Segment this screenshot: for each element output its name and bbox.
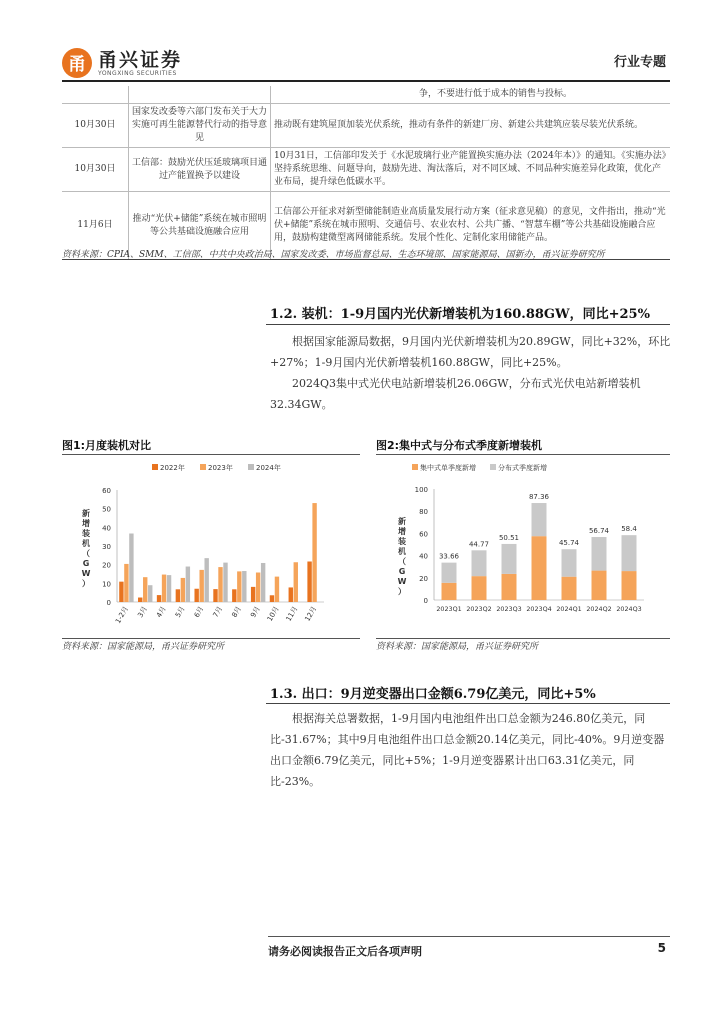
fig2-source: 资料来源：国家能源局，甬兴证券研究所: [376, 642, 539, 652]
logo-name-en: YONGXING SECURITIES: [98, 69, 177, 77]
y-axis-label: 装: [398, 537, 406, 546]
footer-disclaimer: 请务必阅读报告正文后各项声明: [268, 945, 422, 958]
y-axis-label: 增: [82, 519, 90, 528]
legend-swatch: [200, 464, 206, 470]
legend-label: 2023年: [208, 464, 233, 472]
fig2-title: 图2:集中式与分布式季度新增装机: [376, 439, 543, 452]
bar-segment: [622, 535, 637, 571]
y-axis-label: G: [82, 559, 90, 568]
bar: [204, 558, 208, 602]
export-paragraph-1: 根据海关总署数据，1-9月国内电池组件出口总金额为246.80亿美元，同比-31.67%；其中9月电池组件出口总金额20.14亿美元，同比-40%。9月逆变器出口金额6.79亿美元，同比+5%；1-9月逆变器累计出口63.31亿美元，同比-23%。: [270, 712, 665, 788]
x-tick-label: 5月: [173, 605, 187, 619]
table-cell-content: 争，不要进行低于成本的销售与投标。: [271, 86, 671, 104]
y-tick-label: 40: [102, 524, 111, 533]
bar: [186, 567, 190, 602]
table-row: [62, 104, 670, 148]
y-tick-label: 20: [419, 574, 428, 583]
bar: [143, 577, 147, 602]
bar-segment: [622, 571, 637, 600]
bar: [176, 589, 180, 602]
x-tick-label: 2024Q2: [586, 605, 612, 613]
data-label: 58.4: [621, 525, 637, 534]
data-label: 45.74: [558, 539, 580, 548]
x-tick-label: 2024Q3: [616, 605, 642, 613]
bar: [294, 562, 298, 602]
report-type: 行业专题: [613, 55, 666, 70]
footer-divider: [268, 936, 670, 937]
x-tick-label: 2023Q2: [466, 605, 492, 613]
bar: [167, 575, 171, 602]
x-tick-label: 12月: [303, 605, 319, 623]
x-tick-label: 2024Q1: [556, 605, 582, 613]
section-divider: [266, 703, 670, 704]
bar-segment: [532, 536, 547, 600]
bar: [124, 564, 128, 602]
table-cell-title: [129, 86, 271, 104]
section-title-export: 1.3. 出口：9月逆变器出口金额6.79亿美元，同比+5%: [270, 687, 596, 702]
bar: [237, 571, 241, 602]
legend-label: 2024年: [256, 464, 281, 472]
monthly-install-chart: [62, 456, 362, 636]
bar-segment: [592, 571, 607, 600]
bar-segment: [592, 537, 607, 571]
fig1-source: 资料来源：国家能源局，甬兴证券研究所: [62, 642, 225, 652]
data-label: 44.77: [468, 540, 490, 549]
legend-swatch: [490, 464, 496, 470]
install-paragraph-1: 根据国家能源局数据，9月国内光伏新增装机为20.89GW，同比+32%，环比+27%；1-9月国内光伏新增装机160.88GW，同比+25%。: [270, 335, 671, 369]
table-cell-title: 国家发改委等六部门发布关于大力实施可再生能源替代行动的指导意见: [129, 104, 271, 148]
y-axis-label: ）: [82, 579, 90, 588]
x-tick-label: 6月: [192, 605, 206, 619]
bar: [162, 575, 166, 602]
table-cell-content: 工信部公开征求对新型储能制造业高质量发展行动方案（征求意见稿）的意见，文件指出，推动“光伏+储能”系统在城市照明、交通信号、农业农村、公共广播、“智慧车棚”等公共基础设施融合应用，鼓励构建微型离网储能系统。发展个性化、定制化家用储能产品。: [271, 192, 671, 260]
x-tick-label: 7月: [211, 605, 225, 619]
bar: [275, 577, 279, 602]
fig1-bottom-rule: [62, 638, 360, 639]
policy-table: [62, 86, 670, 260]
bar: [213, 589, 217, 602]
y-axis-label: W: [81, 569, 91, 578]
bar-segment: [442, 563, 457, 583]
bar: [223, 563, 227, 602]
bar: [232, 589, 236, 602]
y-axis-label: 新: [398, 517, 406, 526]
x-tick-label: 1-2月: [113, 605, 131, 625]
x-tick-label: 4月: [155, 605, 168, 619]
bar: [270, 595, 274, 602]
logo-mark-icon: 甬: [62, 48, 92, 78]
data-label: 87.36: [528, 493, 550, 502]
x-tick-label: 2023Q1: [436, 605, 462, 613]
bar: [199, 570, 203, 602]
y-axis-label: 增: [398, 527, 406, 536]
y-axis-label: （: [398, 557, 406, 566]
x-tick-label: 3月: [136, 605, 149, 619]
legend-swatch: [152, 464, 158, 470]
bar: [129, 533, 133, 602]
data-label: 56.74: [588, 527, 610, 536]
bar: [157, 595, 161, 602]
bar: [289, 587, 293, 602]
table-row: [62, 148, 670, 192]
table-cell-date: 11月6日: [62, 192, 129, 260]
y-tick-label: 0: [106, 599, 111, 607]
logo-text: [98, 50, 182, 77]
x-tick-label: 10月: [265, 605, 281, 623]
legend-swatch: [248, 464, 254, 470]
page-number: 5: [657, 941, 666, 955]
y-tick-label: 10: [102, 580, 111, 589]
bar: [261, 563, 265, 602]
y-axis-label: （: [82, 549, 90, 558]
bar: [218, 567, 222, 602]
data-label: 33.66: [438, 552, 460, 561]
y-tick-label: 0: [423, 597, 428, 605]
legend-label: 分布式季度新增: [498, 464, 547, 472]
bar: [148, 585, 152, 602]
x-tick-label: 2023Q4: [526, 605, 552, 613]
y-tick-label: 50: [102, 505, 111, 514]
y-tick-label: 40: [419, 552, 428, 561]
bar: [256, 573, 260, 602]
y-axis-label: 新: [82, 509, 90, 518]
fig2-bottom-rule: [376, 638, 670, 639]
y-axis-label: ）: [398, 587, 406, 596]
fig2-top-rule: [376, 454, 670, 455]
quarterly-install-chart: [376, 456, 672, 636]
header-divider: [62, 80, 670, 82]
y-tick-label: 30: [102, 543, 111, 551]
bar: [181, 578, 185, 602]
table-cell-date: 10月30日: [62, 148, 129, 192]
y-axis-label: 机: [82, 539, 90, 548]
data-label: 50.51: [498, 533, 520, 542]
bar: [312, 503, 316, 602]
y-axis-label: 机: [398, 547, 406, 556]
y-axis-label: W: [397, 577, 407, 586]
table-cell-title: 工信部：鼓励光伏压延玻璃项目通过产能置换予以建设: [129, 148, 271, 192]
company-logo: [62, 48, 182, 78]
bar: [194, 589, 198, 602]
y-tick-label: 60: [419, 530, 428, 539]
legend-swatch: [412, 464, 418, 470]
logo-name-cn: 甬兴证券: [98, 48, 183, 71]
section-divider: [266, 324, 670, 325]
bar-segment: [502, 544, 517, 574]
bar: [307, 561, 311, 602]
table-row: [62, 86, 670, 104]
bar-segment: [502, 574, 517, 600]
table-cell-content: 推动既有建筑屋顶加装光伏系统，推动有条件的新建厂房、新建公共建筑应装尽装光伏系统。: [271, 104, 671, 148]
y-tick-label: 60: [102, 487, 111, 495]
install-paragraph-2: 2024Q3集中式光伏电站新增装机26.06GW，分布式光伏电站新增装机32.34GW。: [270, 377, 641, 411]
bar-segment: [532, 503, 547, 536]
legend-label: 2022年: [160, 464, 185, 472]
fig1-title: 图1:月度装机对比: [62, 439, 152, 452]
bar-segment: [562, 549, 577, 576]
table-cell-title: 推动“光伏+储能”系统在城市照明等公共基础设施融合应用: [129, 192, 271, 260]
bar-segment: [472, 576, 487, 600]
table-source: 资料来源：CPIA、SMM、工信部、中共中央政治局、国家发改委、市场监督总局、生态环境部、国家能源局、国新办，甬兴证券研究所: [62, 250, 605, 260]
bar-segment: [472, 550, 487, 576]
y-axis-label: 装: [82, 529, 90, 538]
x-tick-label: 11月: [284, 605, 300, 623]
bar: [251, 587, 255, 602]
bar: [119, 582, 123, 602]
table-cell-date: 10月30日: [62, 104, 129, 148]
bar: [242, 571, 246, 602]
bar-segment: [442, 583, 457, 600]
x-tick-label: 2023Q3: [496, 605, 522, 613]
x-tick-label: 9月: [249, 605, 262, 619]
y-tick-label: 20: [102, 561, 111, 570]
table-cell-content: 10月31日，工信部印发关于《水泥玻璃行业产能置换实施办法（2024年本）》的通知。《实施办法》坚持系统思维、问题导向，鼓励先进、淘汰落后，对不同区域、不同品种实施差异化政策，优化产业布局，提升绿色低碳水平。: [271, 148, 671, 192]
y-tick-label: 80: [419, 508, 428, 517]
fig1-top-rule: [62, 454, 360, 455]
legend-label: 集中式单季度新增: [420, 464, 476, 472]
y-tick-label: 100: [414, 486, 428, 494]
y-axis-label: G: [398, 567, 406, 576]
x-tick-label: 8月: [230, 605, 244, 619]
bar-segment: [562, 577, 577, 600]
bar: [138, 598, 142, 602]
section-title-install: 1.2. 装机：1-9月国内光伏新增装机为160.88GW，同比+25%: [270, 307, 650, 322]
table-cell-date: [62, 86, 129, 104]
